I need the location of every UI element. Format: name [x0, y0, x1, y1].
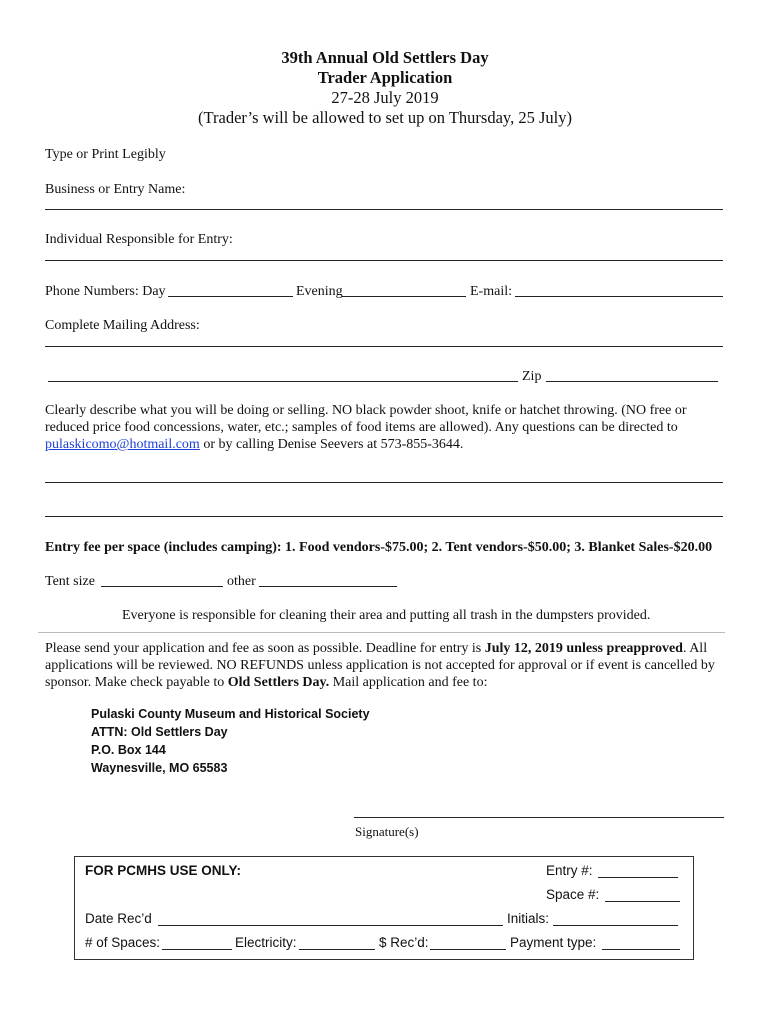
office-heading: FOR PCMHS USE ONLY: [85, 863, 242, 878]
payment-type-label: Payment type: [510, 935, 597, 950]
email-label: E-mail: [470, 284, 512, 299]
individual-label: Individual Responsible for Entry: [45, 232, 233, 247]
spaces-count-field[interactable] [162, 949, 232, 950]
deadline-text: July 12, 2019 unless preapproved [484, 641, 683, 656]
describe-field-line2[interactable] [45, 516, 723, 517]
electricity-label: Electricity: [235, 935, 297, 950]
email-field[interactable] [515, 296, 723, 297]
entry-number-field[interactable] [598, 877, 678, 878]
mailing-address-block [91, 705, 370, 777]
phone-day-label: Phone Numbers: Day [45, 284, 166, 299]
signature-field[interactable] [354, 817, 724, 818]
initials-field[interactable] [553, 925, 678, 926]
form-title: 39th Annual Old Settlers Day [281, 48, 489, 67]
tent-size-field[interactable] [101, 586, 223, 587]
mailing-label: Complete Mailing Address: [45, 318, 200, 333]
send-text-1: Please send your application and fee as soon as possible. Deadline for entry is [45, 641, 482, 656]
electricity-field[interactable] [299, 949, 375, 950]
zip-field[interactable] [546, 381, 718, 382]
describe-text: Clearly describe what you will be doing or selling. NO black powder shoot, knife or hatchet throwing. (NO free or reduced price food concessions, water, etc.; samples of food items are allowed). Any questions can be directed to [45, 403, 687, 435]
space-number-field[interactable] [605, 901, 680, 902]
cleaning-note: Everyone is responsible for cleaning their area and putting all trash in the dumpsters provided. [122, 608, 651, 623]
other-label: other [227, 574, 256, 589]
send-text-3: Mail application and fee to: [329, 675, 488, 690]
date-received-label: Date Rec’d [85, 911, 152, 926]
describe-tail: or by calling Denise Seevers at 573-855-3644. [203, 437, 464, 452]
address-line-3: P.O. Box 144 [91, 743, 166, 757]
address-line-1: Pulaski County Museum and Historical Society [91, 707, 370, 721]
signature-label: Signature(s) [355, 824, 419, 839]
entry-fee-text: Entry fee per space (includes camping): 1. Food vendors-$75.00; 2. Tent vendors-$50.00; 3. Blanket Sales-$20.00 [45, 540, 713, 555]
address-line-4: Waynesville, MO 65583 [91, 761, 228, 775]
payee-text: Old Settlers Day. [227, 675, 330, 690]
entry-number-label: Entry #: [546, 863, 593, 878]
describe-field-line1[interactable] [45, 482, 723, 483]
event-dates: 27-28 July 2019 [331, 88, 439, 107]
mailing-field-line2[interactable] [48, 381, 518, 382]
business-label: Business or Entry Name: [45, 182, 186, 197]
evening-label: Evening [296, 284, 343, 299]
describe-paragraph [45, 402, 725, 453]
space-number-label: Space #: [546, 887, 600, 902]
section-divider [38, 632, 725, 633]
send-paragraph [45, 640, 727, 691]
email-link[interactable]: pulaskicomo@hotmail.com [45, 437, 200, 452]
setup-note: (Trader’s will be allowed to set up on Thursday, 25 July) [198, 108, 572, 127]
initials-label: Initials: [507, 911, 550, 926]
mailing-field-line1[interactable] [45, 346, 723, 347]
spaces-count-label: # of Spaces: [85, 935, 161, 950]
date-received-field[interactable] [158, 925, 503, 926]
amount-received-field[interactable] [430, 949, 506, 950]
tent-size-label: Tent size [45, 574, 95, 589]
zip-label: Zip [522, 369, 542, 384]
send-text-2: . All applications will be reviewed. NO REFUNDS unless application is not accepted for approval or if event is cancelled by sponsor. Make check payable to [45, 641, 715, 690]
instruction-text: Type or Print Legibly [45, 147, 166, 162]
individual-field[interactable] [45, 260, 723, 261]
business-field[interactable] [45, 209, 723, 210]
phone-evening-field[interactable] [342, 296, 466, 297]
other-field[interactable] [259, 586, 397, 587]
payment-type-field[interactable] [602, 949, 680, 950]
phone-day-field[interactable] [168, 296, 293, 297]
address-line-2: ATTN: Old Settlers Day [91, 725, 228, 739]
amount-received-label: $ Rec’d: [379, 935, 429, 950]
form-subtitle: Trader Application [317, 68, 453, 87]
